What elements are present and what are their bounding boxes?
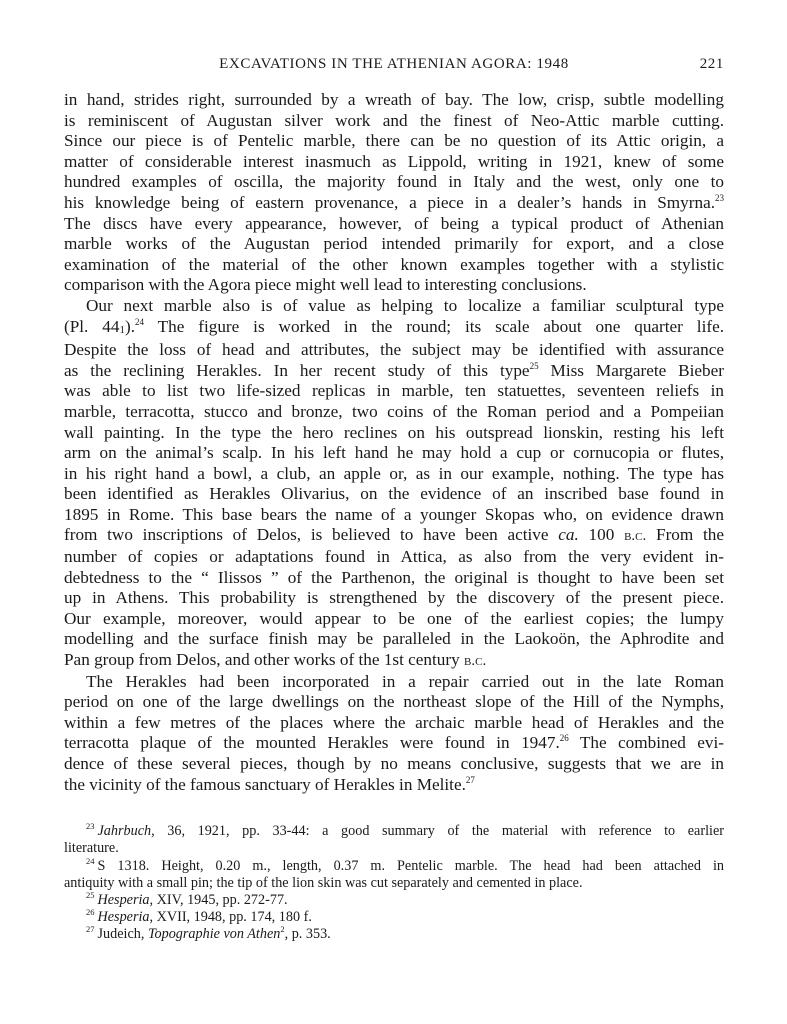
document-page xyxy=(64,52,724,944)
text-line: dence of these several pieces, though by no means conclusive, suggests that we are in xyxy=(64,754,724,773)
text-line: 1895 in Rome. This base bears the name of a younger Skopas who, on evidence drawn xyxy=(64,504,724,524)
footnote-number: 27 xyxy=(86,924,95,935)
journal-title: Hesperia xyxy=(97,892,150,908)
body-text xyxy=(64,90,724,795)
footnote-text: , p. 353. xyxy=(284,926,331,943)
text-line: in hand, strides right, surrounded by a wreath of bay. The low, crisp, subtle modelling xyxy=(64,90,724,109)
text-line: was able to list two life-sized replicas in marble, ten statuettes, seventeen reliefs in xyxy=(64,381,724,401)
edition-superscript: 2 xyxy=(280,924,285,935)
small-caps-bc: b.c. xyxy=(624,528,647,545)
text-line xyxy=(64,193,724,214)
footnote-number: 23 xyxy=(86,821,95,832)
line-text: Pan group from Delos, and other works of the 1st century xyxy=(64,650,465,670)
text-line xyxy=(64,733,724,754)
footnote-ref-27[interactable]: 27 xyxy=(465,774,475,785)
text-line: modelling and the surface finish may be paralleled in the Laokoön, the Aphrodite and xyxy=(64,629,724,649)
paragraph-3 xyxy=(64,672,724,796)
text-line: Our next marble also is of value as helping to localize a familiar sculptural type xyxy=(86,295,724,315)
footnote-line xyxy=(86,823,724,840)
line-text: from two inscriptions of Delos, is believed to have been active xyxy=(64,525,559,545)
paragraph-2 xyxy=(64,296,724,672)
work-title: Topographie von Athen xyxy=(147,926,281,943)
paragraph-1 xyxy=(64,90,724,296)
text-line xyxy=(64,650,724,672)
text-line: number of copies or adaptations found in Attica, as also from the very evident in- xyxy=(64,547,724,567)
italic-ca: ca. xyxy=(558,525,579,545)
footnote-number: 26 xyxy=(86,907,95,918)
page-number: 221 xyxy=(699,56,724,72)
footnote-line xyxy=(86,892,724,909)
line-text: The combined evi- xyxy=(568,733,724,753)
text-line: examination of the material of the other known examples together with a stylistic xyxy=(64,254,724,274)
line-text: ). xyxy=(124,316,135,336)
footnote-line: antiquity with a small pin; the tip of the lion skin was cut separately and cemented in place. xyxy=(64,874,583,891)
footnote-26 xyxy=(86,909,724,926)
footnote-text: S 1318. Height, 0.20 m., length, 0.37 m. Pentelic marble. The head had been attached in xyxy=(97,857,724,874)
line-text: terracotta plaque of the mounted Herakles were found in 1947. xyxy=(64,733,560,753)
text-line: Since our piece is of Pentelic marble, there can be no question of its Attic origin, a xyxy=(64,131,724,151)
footnote-ref-25[interactable]: 25 xyxy=(529,360,539,371)
footnote-line xyxy=(86,926,724,943)
text-line: matter of considerable interest inasmuch as Lippold, writing in 1921, knew of some xyxy=(64,151,724,171)
journal-title: Hesperia xyxy=(97,909,150,926)
text-line: period on one of the large dwellings on the northeast slope of the Hill of the Nymphs, xyxy=(64,692,724,712)
small-caps-bc: b.c. xyxy=(464,653,487,670)
footnote-ref-26[interactable]: 26 xyxy=(559,733,569,744)
footnote-25 xyxy=(86,892,724,909)
line-text: his knowledge being of eastern provenance, a piece in a dealer’s hands in Smyrna. xyxy=(64,192,715,212)
footnotes xyxy=(64,823,724,943)
text-line: been identified as Herakles Olivarius, on the evidence of an inscribed base found in xyxy=(64,484,724,504)
plate-sub-number: 1 xyxy=(119,323,125,336)
footnote-line xyxy=(86,855,724,875)
text-line: The discs have every appearance, however, of being a typical product of Athenian xyxy=(64,213,724,233)
text-line: up in Athens. This probability is strengthened by the discovery of the present piece. xyxy=(64,588,724,608)
line-text: 100 xyxy=(578,525,625,545)
line-text: From the xyxy=(646,525,724,545)
text-line: comparison with the Agora piece might well lead to interesting conclusions. xyxy=(64,275,587,295)
text-line: Our example, moreover, would appear to be one of the earliest copies; the lumpy xyxy=(64,608,724,628)
footnote-line xyxy=(86,909,724,926)
text-line: marble, terracotta, stucco and bronze, two coins of the Roman period and a Pompeiian xyxy=(64,401,724,421)
footnote-24 xyxy=(64,855,724,892)
text-line: Despite the loss of head and attributes, the subject may be identified with assurance xyxy=(64,340,724,360)
text-line: The Herakles had been incorporated in a repair carried out in the late Roman xyxy=(86,671,724,691)
text-line xyxy=(64,317,724,341)
footnote-line: literature. xyxy=(64,840,119,857)
footnote-number: 24 xyxy=(86,855,95,866)
text-line: wall painting. In the type the hero reclines on his outspread lionskin, resting his left xyxy=(64,422,724,442)
journal-title: Jahrbuch xyxy=(97,823,152,840)
text-line xyxy=(64,775,724,796)
line-text: The figure is worked in the round; its scale about one quarter life. xyxy=(144,316,725,336)
running-header xyxy=(64,52,724,76)
text-line: is reminiscent of Augustan silver work and the finest of Neo-Attic marble cutting. xyxy=(64,110,724,130)
footnote-ref-24[interactable]: 24 xyxy=(135,316,144,327)
text-line xyxy=(64,361,724,382)
footnote-text: , 36, 1921, pp. 33-44: a good summary of the material with reference to earlier xyxy=(151,823,724,840)
footnote-text: , XVII, 1948, pp. 174, 180 f. xyxy=(149,909,312,926)
text-line: hundred examples of oscilla, the majority found in Italy and the west, only one to xyxy=(64,172,724,192)
line-text: Miss Margarete Bieber xyxy=(538,360,724,380)
line-text: the vicinity of the famous sanctuary of Herakles in Melite. xyxy=(64,774,466,794)
footnote-ref-23[interactable]: 23 xyxy=(715,192,724,203)
line-text: as the reclining Herakles. In her recent study of this type xyxy=(64,360,530,380)
footnote-text: , XIV, 1945, pp. 272-77. xyxy=(149,892,288,908)
footnote-number: 25 xyxy=(86,890,95,900)
text-line: marble works of the Augustan period intended primarily for export, and a close xyxy=(64,234,724,254)
line-text: (Pl. 44 xyxy=(64,316,120,336)
header-title: EXCAVATIONS IN THE ATHENIAN AGORA: 1948 xyxy=(219,56,569,72)
text-line: in his right hand a bowl, a club, an apple or, as in our example, nothing. The type has xyxy=(64,463,724,483)
text-line xyxy=(64,525,724,547)
text-line: arm on the animal’s scalp. In his left hand he may hold a cup or cornucopia or flutes, xyxy=(64,443,724,463)
footnote-23 xyxy=(64,821,724,857)
footnote-text: Judeich, xyxy=(97,926,148,943)
footnote-27 xyxy=(86,926,724,943)
text-line: within a few metres of the places where the archaic marble head of Herakles and the xyxy=(64,712,724,732)
text-line: debtedness to the “ Ilissos ” of the Parthenon, the original is thought to have been set xyxy=(64,567,724,587)
